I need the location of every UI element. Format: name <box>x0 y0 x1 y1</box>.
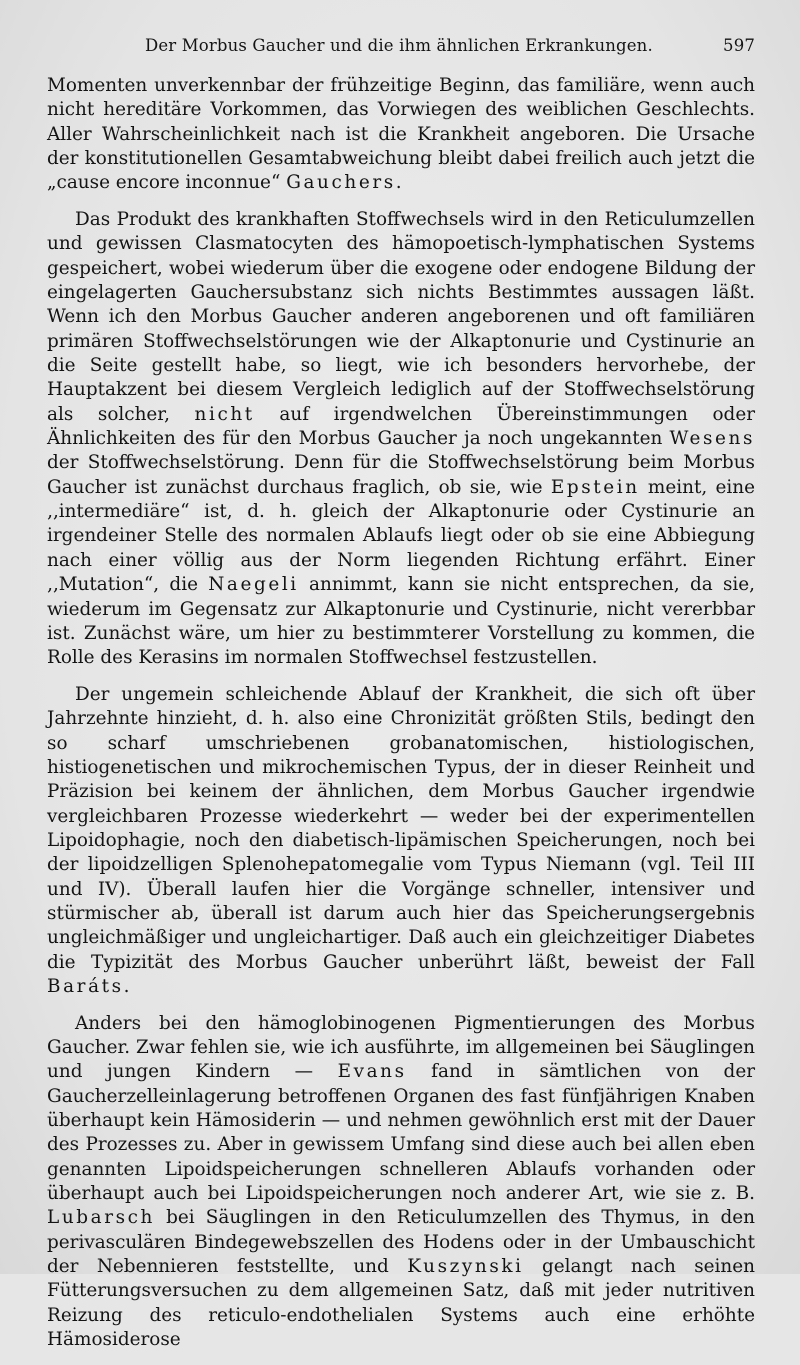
text-run: gelangt nach seinen Fütterungsversuchen zu dem allgemeinen Satz, daß mit jeder nutritiven Reizung des reticulo-endothelialen Systems auch eine erhöhte Hämosiderose <box>47 1256 755 1351</box>
text-run: fand in sämtlichen von der Gaucherzelleinlagerung betroffenen Organen des fast fünfjährigen Knaben überhaupt kein Hämosiderin — und nehmen gewöhnlich erst mit der Dauer des Prozesses zu. Aber in gewissem Umfang sind diese auch bei allen eben genannten Lipoidspeicherungen schnelleren Ablaufs vorhanden oder überhaupt auch bei Lipoidspeicherungen noch anderer Art, wie sie z. B. <box>47 1061 755 1205</box>
spaced-name: Naegeli <box>208 574 299 596</box>
spaced-name: nicht <box>194 403 255 425</box>
spaced-name: Kuszynski <box>407 1256 524 1278</box>
text-run: meint, eine ‚‚intermediäre“ ist, d. h. gleich der Alkaptonurie oder Cystinurie an irgendeiner Stelle des normalen Ablaufs liegt oder ob sie eine Abbiegung nach einer völlig aus der Norm liegenden Richtung erfährt. Einer ‚‚Mutation“, die <box>47 476 755 596</box>
running-header <box>145 36 755 60</box>
spaced-name: Epstein <box>550 476 640 498</box>
spaced-name: Evans <box>337 1061 407 1083</box>
text-run: Momenten unverkennbar der frühzeitige Beginn, das familiäre, wenn auch nicht hereditäre Vorkommen, das Vorwiegen des weiblichen Geschlechts. Aller Wahrscheinlichkeit nach ist die Krankheit angeboren. Die Ursache der konstitutionellen Gesamtabweichung bleibt dabei freilich auch jetzt die „cause encore inconnue“ <box>47 75 755 194</box>
spaced-name: Baráts <box>47 975 124 997</box>
body-text <box>47 74 755 1365</box>
text-run: bei Säuglingen in den Reticulumzellen des Thymus, in den perivasculären Bindegewebszellen des Hodens oder in der Umbauschicht der Nebennieren feststellte, und <box>47 1207 755 1278</box>
paragraph <box>47 683 755 999</box>
spaced-name: Lubarsch <box>47 1207 155 1229</box>
spaced-name: Gauchers <box>286 172 396 194</box>
paragraph <box>47 1012 755 1353</box>
text-run: Der ungemein schleichende Ablauf der Krankheit, die sich oft über Jahrzehnte hinzieht, d. h. also eine Chronizität größten Stils, bedingt den so scharf umschriebenen grobanatomischen, histiologischen, histiogenetischen und mikrochemischen Typus, der in dieser Reinheit und Präzision bei keinem der ähnlichen, dem Morbus Gaucher irgendwie vergleichbaren Prozesse wiederkehrt — weder bei der experimentellen Lipoidophagie, noch den diabetisch-lipämischen Speicherungen, noch bei der lipoidzelligen Splenohepatomegalie vom Typus Niemann (vgl. Teil III und IV). Überall laufen hier die Vorgänge schneller, intensiver und stürmischer ab, überall ist darum auch hier das Speicherungsergebnis ungleichmäßiger und ungleichartiger. Daß auch ein gleichzeitiger Diabetes die Typizität des Morbus Gaucher unberührt läßt, beweist der Fall <box>47 683 755 973</box>
text-run: . <box>123 975 130 997</box>
text-run: der Stoffwechselstörung. Denn für die Stoffwechselstörung beim Morbus Gaucher ist zunächst durchaus fraglich, ob sie, wie <box>47 452 755 498</box>
paragraph <box>47 74 755 196</box>
text-run: annimmt, kann sie nicht entsprechen, da sie, wiederum im Gegensatz zur Alkaptonurie und Cystinurie, nicht vererbbar ist. Zunächst wäre, um hier zu bestimmterer Vorstellung zu kommen, die Rolle des Kerasins im normalen Stoffwechsel festzustellen. <box>47 574 755 669</box>
running-title: Der Morbus Gaucher und die ihm ähnlichen Erkrankungen. <box>145 36 653 55</box>
text-run: Das Produkt des krankhaften Stoffwechsels wird in den Reticulumzellen und gewissen Clasmatocyten des hämopoetisch-lymphatischen Systems gespeichert, wobei wiederum über die exogene oder endogene Bildung der eingelagerten Gauchersubstanz sich nichts Bestimmtes aussagen läßt. Wenn ich den Morbus Gaucher anderen angeborenen und oft familiären primären Stoffwechselstörungen wie der Alkaptonurie und Cystinurie an die Seite gestellt habe, so liegt, wie ich besonders hervorhebe, der Hauptakzent bei diesem Vergleich lediglich auf der Stoffwechselstörung als solcher, <box>47 209 755 425</box>
page-number: 597 <box>723 36 755 55</box>
text-run: Anders bei den hämoglobinogenen Pigmentierungen des Morbus Gaucher. Zwar fehlen sie, wie ich ausführte, im allgemeinen bei Säuglingen und jungen Kindern — <box>47 1012 755 1083</box>
text-run: auf irgendwelchen Übereinstimmungen oder Ähnlichkeiten des für den Morbus Gaucher ja noch ungekannten <box>47 403 755 450</box>
text-run: . <box>395 172 402 194</box>
spaced-name: Wesens <box>669 428 755 450</box>
paragraph <box>47 208 755 671</box>
